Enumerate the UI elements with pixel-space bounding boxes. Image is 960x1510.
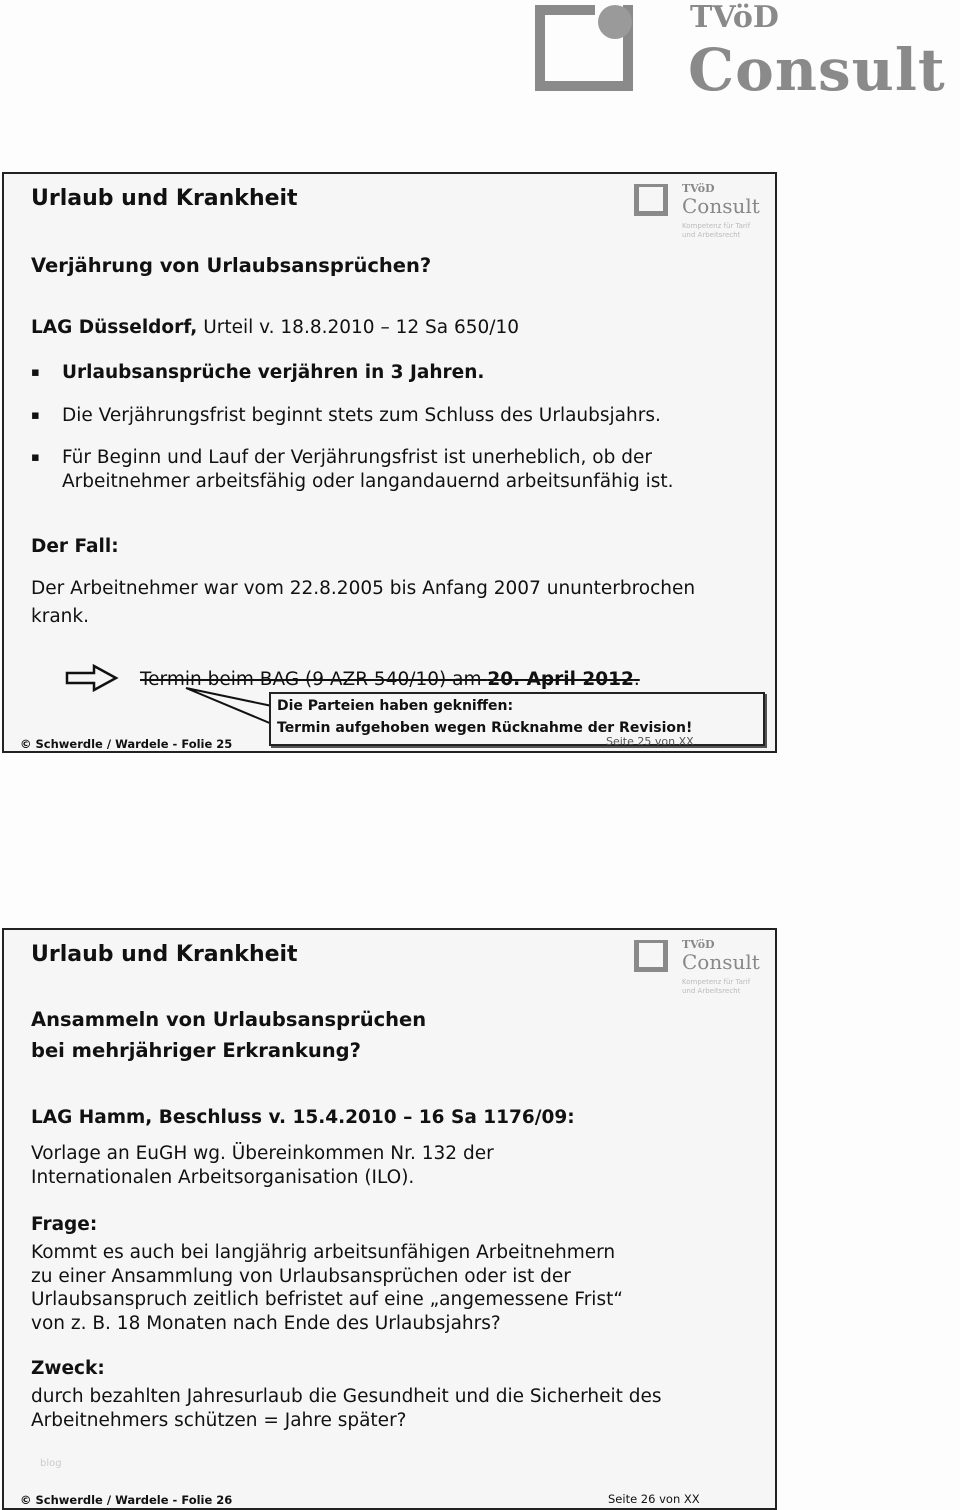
bullet-item: ▪ Die Verjährungsfrist beginnt stets zum Schluss des Urlaubsjahrs. [31, 404, 661, 428]
slide-25 [2, 172, 777, 753]
slide-logo [634, 182, 769, 242]
logo-tagline: und Arbeitsrecht [682, 231, 741, 239]
logo-dot-icon [598, 5, 632, 39]
logo-small-text: TVöD [682, 182, 715, 195]
logo-tagline: Kompetenz für Tarif [682, 222, 751, 230]
page-number: Seite 26 von XX [608, 1492, 700, 1506]
slide-subtitle: bei mehrjähriger Erkrankung? [31, 1039, 361, 1062]
frage-heading: Frage: [31, 1214, 98, 1235]
logo-tagline: und Arbeitsrecht [682, 987, 741, 995]
zweck-text: durch bezahlten Jahresurlaub die Gesundheit und die Sicherheit des Arbeitnehmers schützen = Jahre später? [31, 1386, 662, 1431]
logo-tagline: Kompetenz für Tarif [682, 978, 751, 986]
logo-big-text: Consult [688, 36, 946, 104]
termin-text: Termin beim BAG (9 AZR 540/10) am 20. April 2012. [140, 669, 640, 690]
logo-mark-top [535, 5, 595, 15]
zweck-heading: Zweck: [31, 1358, 105, 1379]
slide-footer: © Schwerdle / Wardele - Folie 25 [20, 737, 233, 751]
case-text: krank. [31, 606, 89, 627]
logo-small-text: TVöD [682, 938, 715, 951]
logo-big-text: Consult [682, 194, 760, 218]
logo-big-text: Consult [682, 950, 760, 974]
arrow-right-icon [64, 664, 120, 694]
callout-line: Termin aufgehoben wegen Rücknahme der Revision! [277, 720, 693, 736]
court-name: LAG Düsseldorf, [31, 317, 198, 338]
bullet-item: ▪ Für Beginn und Lauf der Verjährungsfrist ist unerheblich, ob der Arbeitnehmer arbeitsfähig oder langandauernd arbeitsunfähig ist. [31, 446, 674, 493]
callout-pointer [184, 686, 274, 731]
page-number [606, 735, 694, 741]
court-citation [31, 316, 519, 340]
logo-mark-icon [634, 184, 668, 216]
bullet-item: ▪ Urlaubsansprüche verjähren in 3 Jahren. [31, 361, 484, 385]
watermark: blog [40, 1458, 62, 1469]
slide-subtitle: Ansammeln von Urlaubsansprüchen [31, 1008, 427, 1031]
slide-title: Urlaub und Krankheit [31, 186, 298, 211]
logo-small-text: TVöD [690, 0, 779, 35]
slide-title: Urlaub und Krankheit [31, 942, 298, 967]
slide-logo [634, 938, 769, 998]
slide-26 [2, 928, 777, 1510]
frage-text: Kommt es auch bei langjährig arbeitsunfähigen Arbeitnehmern zu einer Ansammlung von Urlaubsansprüchen oder ist der Urlaubsanspruch zeitlich befristet auf eine „angemessene Frist“ von z. B. 18 Monaten nach Ende des Urlaubsjahrs? [31, 1242, 623, 1334]
vorlage-text: Vorlage an EuGH wg. Übereinkommen Nr. 132 der Internationalen Arbeitsorganisation (ILO). [31, 1143, 494, 1188]
court-ref: Urteil v. 18.8.2010 – 12 Sa 650/10 [197, 317, 520, 338]
callout-line: Die Parteien haben gekniffen: [277, 698, 514, 714]
logo-mark-icon [634, 940, 668, 972]
slide-subtitle: Verjährung von Urlaubsansprüchen? [31, 254, 432, 277]
case-text: Der Arbeitnehmer war vom 22.8.2005 bis Anfang 2007 ununterbrochen [31, 578, 696, 599]
slide-footer: © Schwerdle / Wardele - Folie 26 [20, 1493, 233, 1507]
court-citation: LAG Hamm, Beschluss v. 15.4.2010 – 16 Sa 1176/09: [31, 1107, 575, 1128]
case-heading: Der Fall: [31, 536, 119, 557]
